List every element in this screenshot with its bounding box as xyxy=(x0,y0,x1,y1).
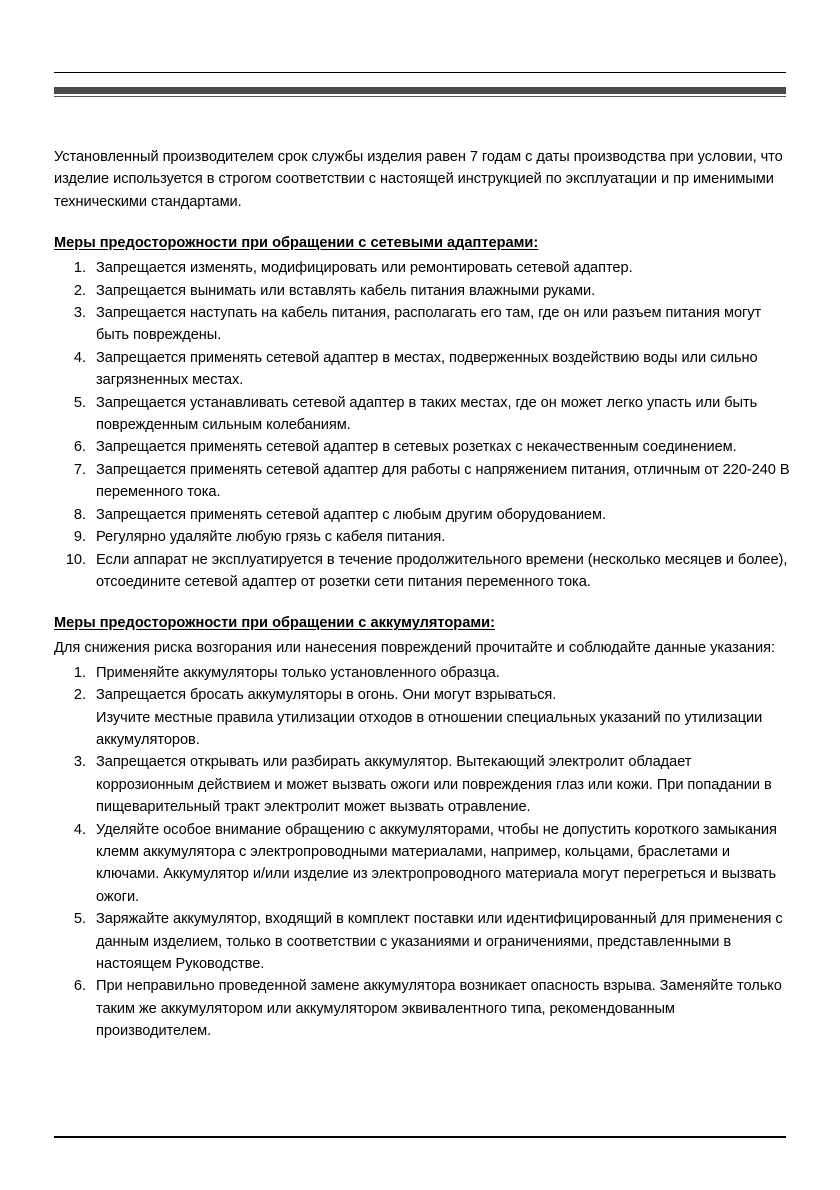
list-item-text: Запрещается вынимать или вставлять кабель питания влажными руками. xyxy=(96,282,596,299)
list-item-text: Регулярно удаляйте любую грязь с кабеля питания. xyxy=(96,529,446,546)
section-adapters xyxy=(54,233,790,593)
list-item xyxy=(54,347,790,392)
list-item-text: Если аппарат не эксплуатируется в течение продолжительного времени (несколько месяцев и более), отсоедините сетевой адаптер от розетки сети питания переменного тока. xyxy=(96,551,788,590)
list-item-text: Запрещается применять сетевой адаптер с любым другим оборудованием. xyxy=(96,506,606,523)
list-item-number: 4. xyxy=(73,349,86,366)
battery-precautions-list xyxy=(54,662,790,1043)
intro-paragraph: Установленный производителем срок службы изделия равен 7 годам с даты производства при условии, что изделие используется в строгом соответствии с настоящей инструкцией по эксплуатации и пр именимыми техническими стандартами. xyxy=(54,149,783,210)
list-item xyxy=(54,280,790,302)
list-item-text: Запрещается изменять, модифицировать или ремонтировать сетевой адаптер. xyxy=(96,260,633,277)
header-rule-thick-bar xyxy=(54,87,786,94)
list-item-text: При неправильно проведенной замене аккумулятора возникает опасность взрыва. Заменяйте только таким же аккумулятором или аккумулятором эквивалентного типа, рекомендованным производителем. xyxy=(96,978,782,1040)
list-item xyxy=(54,526,790,548)
list-item xyxy=(54,662,790,684)
list-item-text: Запрещается открывать или разбирать аккумулятор. Вытекающий электролит обладает коррозионным действием и может вызвать ожоги или повреждения глаз или кожи. При попадании в пищеварительный тракт электролит может вызвать отравление. xyxy=(96,754,772,816)
header-rule-group xyxy=(54,72,786,97)
list-item xyxy=(54,302,790,347)
list-item-text: Применяйте аккумуляторы только установленного образца. xyxy=(96,664,500,681)
list-item-number: 5. xyxy=(73,911,86,928)
list-item-number: 2. xyxy=(73,282,86,299)
list-item-number: 9. xyxy=(73,529,86,546)
list-item-subtext: Изучите местные правила утилизации отходов в отношении специальных указаний по утилизации аккумуляторов. xyxy=(96,709,763,748)
list-item xyxy=(54,257,790,279)
list-item-number: 1. xyxy=(73,260,86,277)
list-item-text xyxy=(96,684,790,751)
section-lead-paragraph: Для снижения риска возгорания или нанесения повреждений прочитайте и соблюдайте данные указания: xyxy=(54,640,776,657)
list-item-number: 6. xyxy=(73,978,86,995)
list-item-text: Запрещается применять сетевой адаптер для работы с напряжением питания, отличным от 220-240 В переменного тока. xyxy=(96,461,790,501)
section-heading: Меры предосторожности при обращении с аккумуляторами: xyxy=(54,615,495,632)
footer-rule xyxy=(54,1136,786,1138)
section-batteries xyxy=(54,613,790,1042)
list-item-text-main: Запрещается бросать аккумуляторы в огонь. Они могут взрываться. xyxy=(96,687,557,704)
list-item xyxy=(54,436,790,458)
list-item-text: Запрещается применять сетевой адаптер в сетевых розетках с некачественным соединением. xyxy=(96,439,737,456)
list-item xyxy=(54,392,790,437)
section-batteries-heading-wrap xyxy=(54,613,790,637)
list-item-number: 6. xyxy=(73,439,86,456)
list-item xyxy=(54,459,790,504)
header-rule-thin-bottom xyxy=(54,96,786,97)
list-item-number: 1. xyxy=(73,664,86,681)
list-item-text: Заряжайте аккумулятор, входящий в комплект поставки или идентифицированный для применения с данным изделием, только в соответствии с указаниями и ограничениями, представленными в настоящем Руководстве. xyxy=(96,911,783,972)
list-item-text: Запрещается применять сетевой адаптер в местах, подверженных воздействию воды или сильно загрязненных местах. xyxy=(96,349,758,389)
list-item xyxy=(54,819,790,909)
list-item xyxy=(54,908,790,975)
section-heading: Меры предосторожности при обращении с сетевыми адаптерами: xyxy=(54,235,539,252)
list-item-number: 2. xyxy=(73,687,86,704)
list-item xyxy=(54,549,790,594)
list-item xyxy=(54,504,790,526)
list-item-number: 7. xyxy=(73,461,86,478)
list-item-number: 5. xyxy=(73,394,86,411)
document-content xyxy=(54,146,790,1043)
list-item-number: 4. xyxy=(73,821,86,838)
list-item-text: Уделяйте особое внимание обращению с аккумуляторами, чтобы не допустить короткого замыкания клемм аккумулятора с электропроводными материалами, например, кольцами, браслетами и ключами. Аккумулятор и/или изделие из электропроводного материала могут перегреться и вызвать ожоги. xyxy=(96,821,777,905)
adapter-precautions-list xyxy=(54,257,790,593)
list-item-number: 8. xyxy=(73,506,86,523)
list-item-number: 3. xyxy=(73,754,86,771)
list-item xyxy=(54,975,790,1042)
list-item-number: 10. xyxy=(65,551,86,568)
section-adapters-heading-wrap xyxy=(54,233,790,257)
list-item-text: Запрещается наступать на кабель питания, располагать его там, где он или разъем питания могут быть повреждены. xyxy=(96,305,762,344)
list-item xyxy=(54,751,790,818)
list-item-text: Запрещается устанавливать сетевой адаптер в таких местах, где он может легко упасть или быть поврежденным сильным колебаниям. xyxy=(96,394,758,434)
list-item-number: 3. xyxy=(73,305,86,322)
list-item xyxy=(54,684,790,751)
header-rule-gap xyxy=(54,73,786,87)
